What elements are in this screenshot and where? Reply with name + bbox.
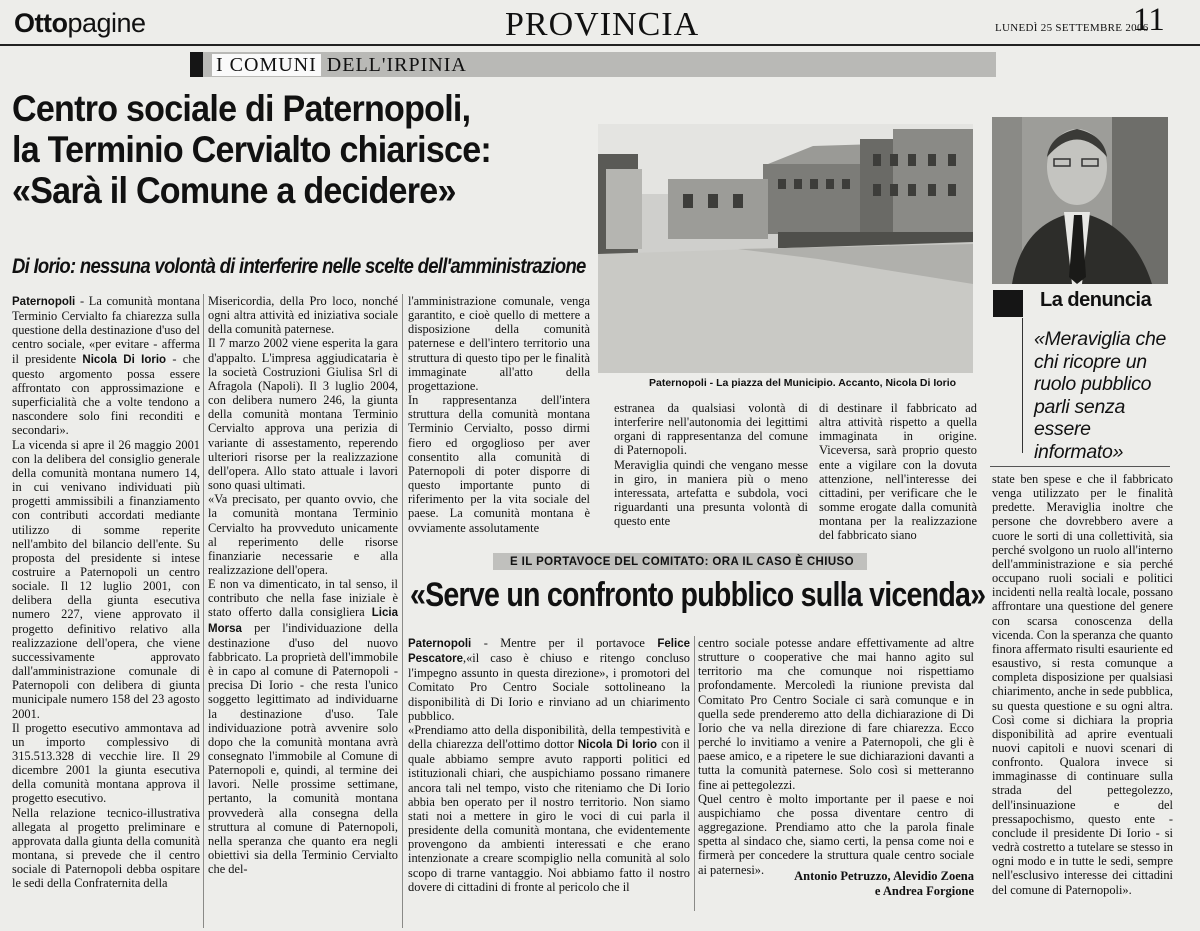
article2-column-1: Paternopoli - Mentre per il portavoce Felice Pescatore,«il caso è chiuso e ritengo concluso l'impegno assunto in questa direzione», i promotori del Comitato Pro Centro Sociale sottolineano la disponibilità di Di Iorio e rinviano ad un chiarimento pubblico. «Prendiamo atto della disponibilità, della tempestività e della chiarezza dell'ottimo dottor Nicola Di Iorio con il quale abbiamo sempre avuto rapporti politici ed istituzionali chiari, che auspichiamo possano rimanere ancora tali nel tempo, visto che riteniamo che Di Iorio abbia ben operato per il nostro territorio. Non siamo stati noi a mettere in giro le voci di cui parla il presidente della comunità montana, che evidentemente provengono da ambienti interessati e che erano intenzionate a creare scompiglio nella comunità al solo scopo di trarne vantaggio. Noi abbiamo fatto il nostro dovere di cittadini di fronte al pericolo che il	[408, 636, 690, 894]
box-marker	[993, 290, 1023, 317]
headline-line: Centro sociale di Paternopoli,	[12, 88, 471, 129]
column-divider	[203, 294, 204, 928]
box-rule	[990, 466, 1170, 467]
subheadline: Di Iorio: nessuna volontà di interferire nelle scelte dell'amministrazione	[12, 255, 586, 278]
issue-date: LUNEDÌ 25 SETTEMBRE 2006	[995, 22, 1149, 34]
article-column-6: state ben spese e che il fabbricato venga utilizzato per le finalità predette. Meraviglia inoltre che persone che dovrebbero avere a cuore le sorti di una collettività, sia perché svolgono un ruolo all'interno dell'amministrazione e sia perché occupano ruoli sociali e politici incidenti nella realtà locale, possano affrontare una questione del genere con scarsa conoscenza della vicenda. Con la speranza che quanto finora affermato risulti esauriente ed esaustivo, si resta comunque a completa disposizione per qualsiasi chiarimento, anche in sede pubblica, su questa questione e su ogni altra. Così come si dichiara la propria disponibilità ad aprire eventuali nuovi capitoli e nuovi scenari di confronto. Qualora invece si immaginasse di continuare sulla strada del pettegolezzo, dell'insinuazione e del pressapochismo, questo ente - conclude il presidente Di Iorio - si vedrà costretto a tutelare se stesso in ogni modo e in tutte le sedi, sempre nell'esclusivo interesse dei cittadini del comune di Paternopoli».	[992, 472, 1173, 897]
newspaper-logo: Ottopagine	[14, 8, 146, 38]
photo-caption: Paternopoli - La piazza del Municipio. Accanto, Nicola Di Iorio	[649, 377, 957, 389]
article2-kicker: E IL PORTAVOCE DEL COMITATO: ORA IL CASO È CHIUSO	[510, 556, 854, 568]
article-column-2: Misericordia, della Pro loco, nonché ogni altra attività ed iniziativa sociale della comunità paternese. Il 7 marzo 2002 viene esperita la gara d'appalto. L'impresa aggiudicataria è la società Costruzioni Giulisa Srl di Afragola (Napoli). Il 3 luglio 2004, con delibera numero 246, la giunta della comunità montana Terminio Cervialto approva una perizia di variante di assestamento, reperendo ulteriori risorse per la realizzazione dell'opera. Allo stato attuale i lavori sono quasi ultimati. «Va precisato, per quanto ovvio, che la comunità montana Terminio Cervialto ha provveduto unicamente al reperimento delle risorse finanziarie necessarie e alla realizzazione dell'opera. E non va dimenticato, in tal senso, il contributo che nella fase iniziale è stato offerto dalla consigliera Licia Morsa per l'individuazione della destinazione d'uso del nuovo fabbricato. La proprietà dell'immobile è in capo al comune di Paternopoli - precisa Di Iorio - che resta l'unico soggetto legittimato ad individuarne la destinazione d'uso. Tale individuazione potrà avvenire solo dopo che la comunità montana avrà consegnato l'immobile al Comune di Paternopoli e, quindi, al termine dei lavori. Nelle prossime settimane, pertanto, la comunità montana provvederà alla consegna della struttura al comune di Paternopoli, nella speranza che quanto era negli obiettivi sia della Terminio Cervialto che del-	[208, 294, 398, 877]
article-column-4: estranea da qualsiasi volontà di interferire nell'autonomia dei legittimi organi di rappresentanza del comune di Paternopoli. Meraviglia quindi che vengano messe in giro, in maniera più o meno interessata, artefatta e subdola, voci riguardanti una presunta volontà di questo ente	[614, 401, 808, 529]
article2-headline: «Serve un confronto pubblico sulla vicenda»	[410, 576, 986, 614]
article2-signature	[700, 869, 974, 899]
article-column-3: l'amministrazione comunale, venga garantito, e cioè quello di mettere a disposizione della comunità paternese e dell'intero territorio una struttura di questo tipo per le finalità immaginate all'atto della progettazione. In rappresentanza dell'intera struttura della comunità montana Terminio Cervialto, posso dirmi fiero ed orgoglioso per aver consentito alla comunità di Paternopoli di poter disporre di questo importante punto di riferimento per la vita sociale del paese. La comunità montana è ovviamente assolutamente	[408, 294, 590, 535]
box-title: La denuncia	[1040, 289, 1152, 311]
page-number: 11	[1133, 2, 1165, 38]
article-column-1: Paternopoli - La comunità montana Terminio Cervialto fa chiarezza sulla questione della destinazione d'uso del centro sociale, «per evitare - afferma il presidente Nicola Di Iorio - che questo argomento possa essere affrontato con approssimazione e superficialità che a volte tendono a nascondere solo fini reconditi e secondari». La vicenda si apre il 26 maggio 2001 con la delibera del consiglio generale della comunità montana numero 14, in cui venivano individuati più progetti ammissibili a finanziamento con contributi accordati mediante utilizzo di somme reperite nell'ambito del bilancio dell'ente. Su proposta del presidente si intese costruire a Paternopoli un centro sociale. Il 12 luglio 2001, con delibera della giunta esecutiva numero 227, viene approvato il progetto definitivo relativo alla realizzazione dell'opera, che viene successivamente approvato dall'amministrazione comunale di Paternopoli con delibera di giunta municipale numero 158 del 23 agosto 2001. Il progetto esecutivo ammontava ad un importo complessivo di 315.513.328 di vecchie lire. Il 29 dicembre 2001 la giunta esecutiva della comunità montana approva il progetto esecutivo. Nella relazione tecnico-illustrativa allegata al progetto preliminare e approvata dalla giunta della comunità montana, si prevede che il centro sociale di Paternopoli debba ospitare le sedi della Confraternita della	[12, 294, 200, 891]
portrait-photo	[992, 117, 1168, 284]
town-square-photo	[598, 124, 973, 373]
signature-line: Antonio Petruzzo, Alevidio Zoena	[794, 869, 974, 883]
pull-quote: «Meraviglia che chi ricopre un ruolo pubblico parli senza essere informato»	[1034, 328, 1167, 463]
main-headline	[12, 88, 555, 211]
section-title: PROVINCIA	[505, 6, 700, 43]
column-divider	[402, 294, 403, 928]
article2-column-2: centro sociale potesse andare effettivamente ad altre strutture o cooperative che mai hanno agito sul territorio ma che comunque noi rispettiamo profondamente. Mercoledì la riunione prevista dal Comitato Pro Centro Sociale ci sarà comunque e in quella sede prenderemo atto della dichiarazione di Di Iorio che va nella direzione di fare chiarezza. Ecco perché lo invitiamo a venire a Paternopoli, che gli è paese amico, e a ripetere le sue dichiarazioni davanti a tutta la comunità paternese. Solo così si metteranno fine ai pettegolezzi. Quel centro è molto importante per il paese e noi auspichiamo che possa diventare centro di aggregazione. Prendiamo atto che la parola finale spetta al sindaco che, siamo certi, la pensa come noi e firmerà per concedere la struttura quale centro sociale ai paternesi».	[698, 636, 974, 877]
column-divider	[694, 636, 695, 911]
headline-line: la Terminio Cervialto chiarisce:	[12, 129, 492, 170]
kicker-marker	[190, 52, 203, 77]
section-kicker: I COMUNI DELL'IRPINIA	[212, 52, 467, 77]
box-divider	[1022, 318, 1023, 453]
headline-line: «Sarà il Comune a decidere»	[12, 170, 456, 211]
signature-line: e Andrea Forgione	[874, 884, 974, 898]
article-column-5: di destinare il fabbricato ad altra attività rispetto a quella immaginata in origine. Viceversa, sarà proprio questo ente a vigilare con la dovuta attenzione, nell'interesse dei cittadini, per verificare che le somme erogate dalla comunità montana per la realizzazione del fabbricato siano	[819, 401, 977, 543]
header-rule	[0, 44, 1200, 46]
